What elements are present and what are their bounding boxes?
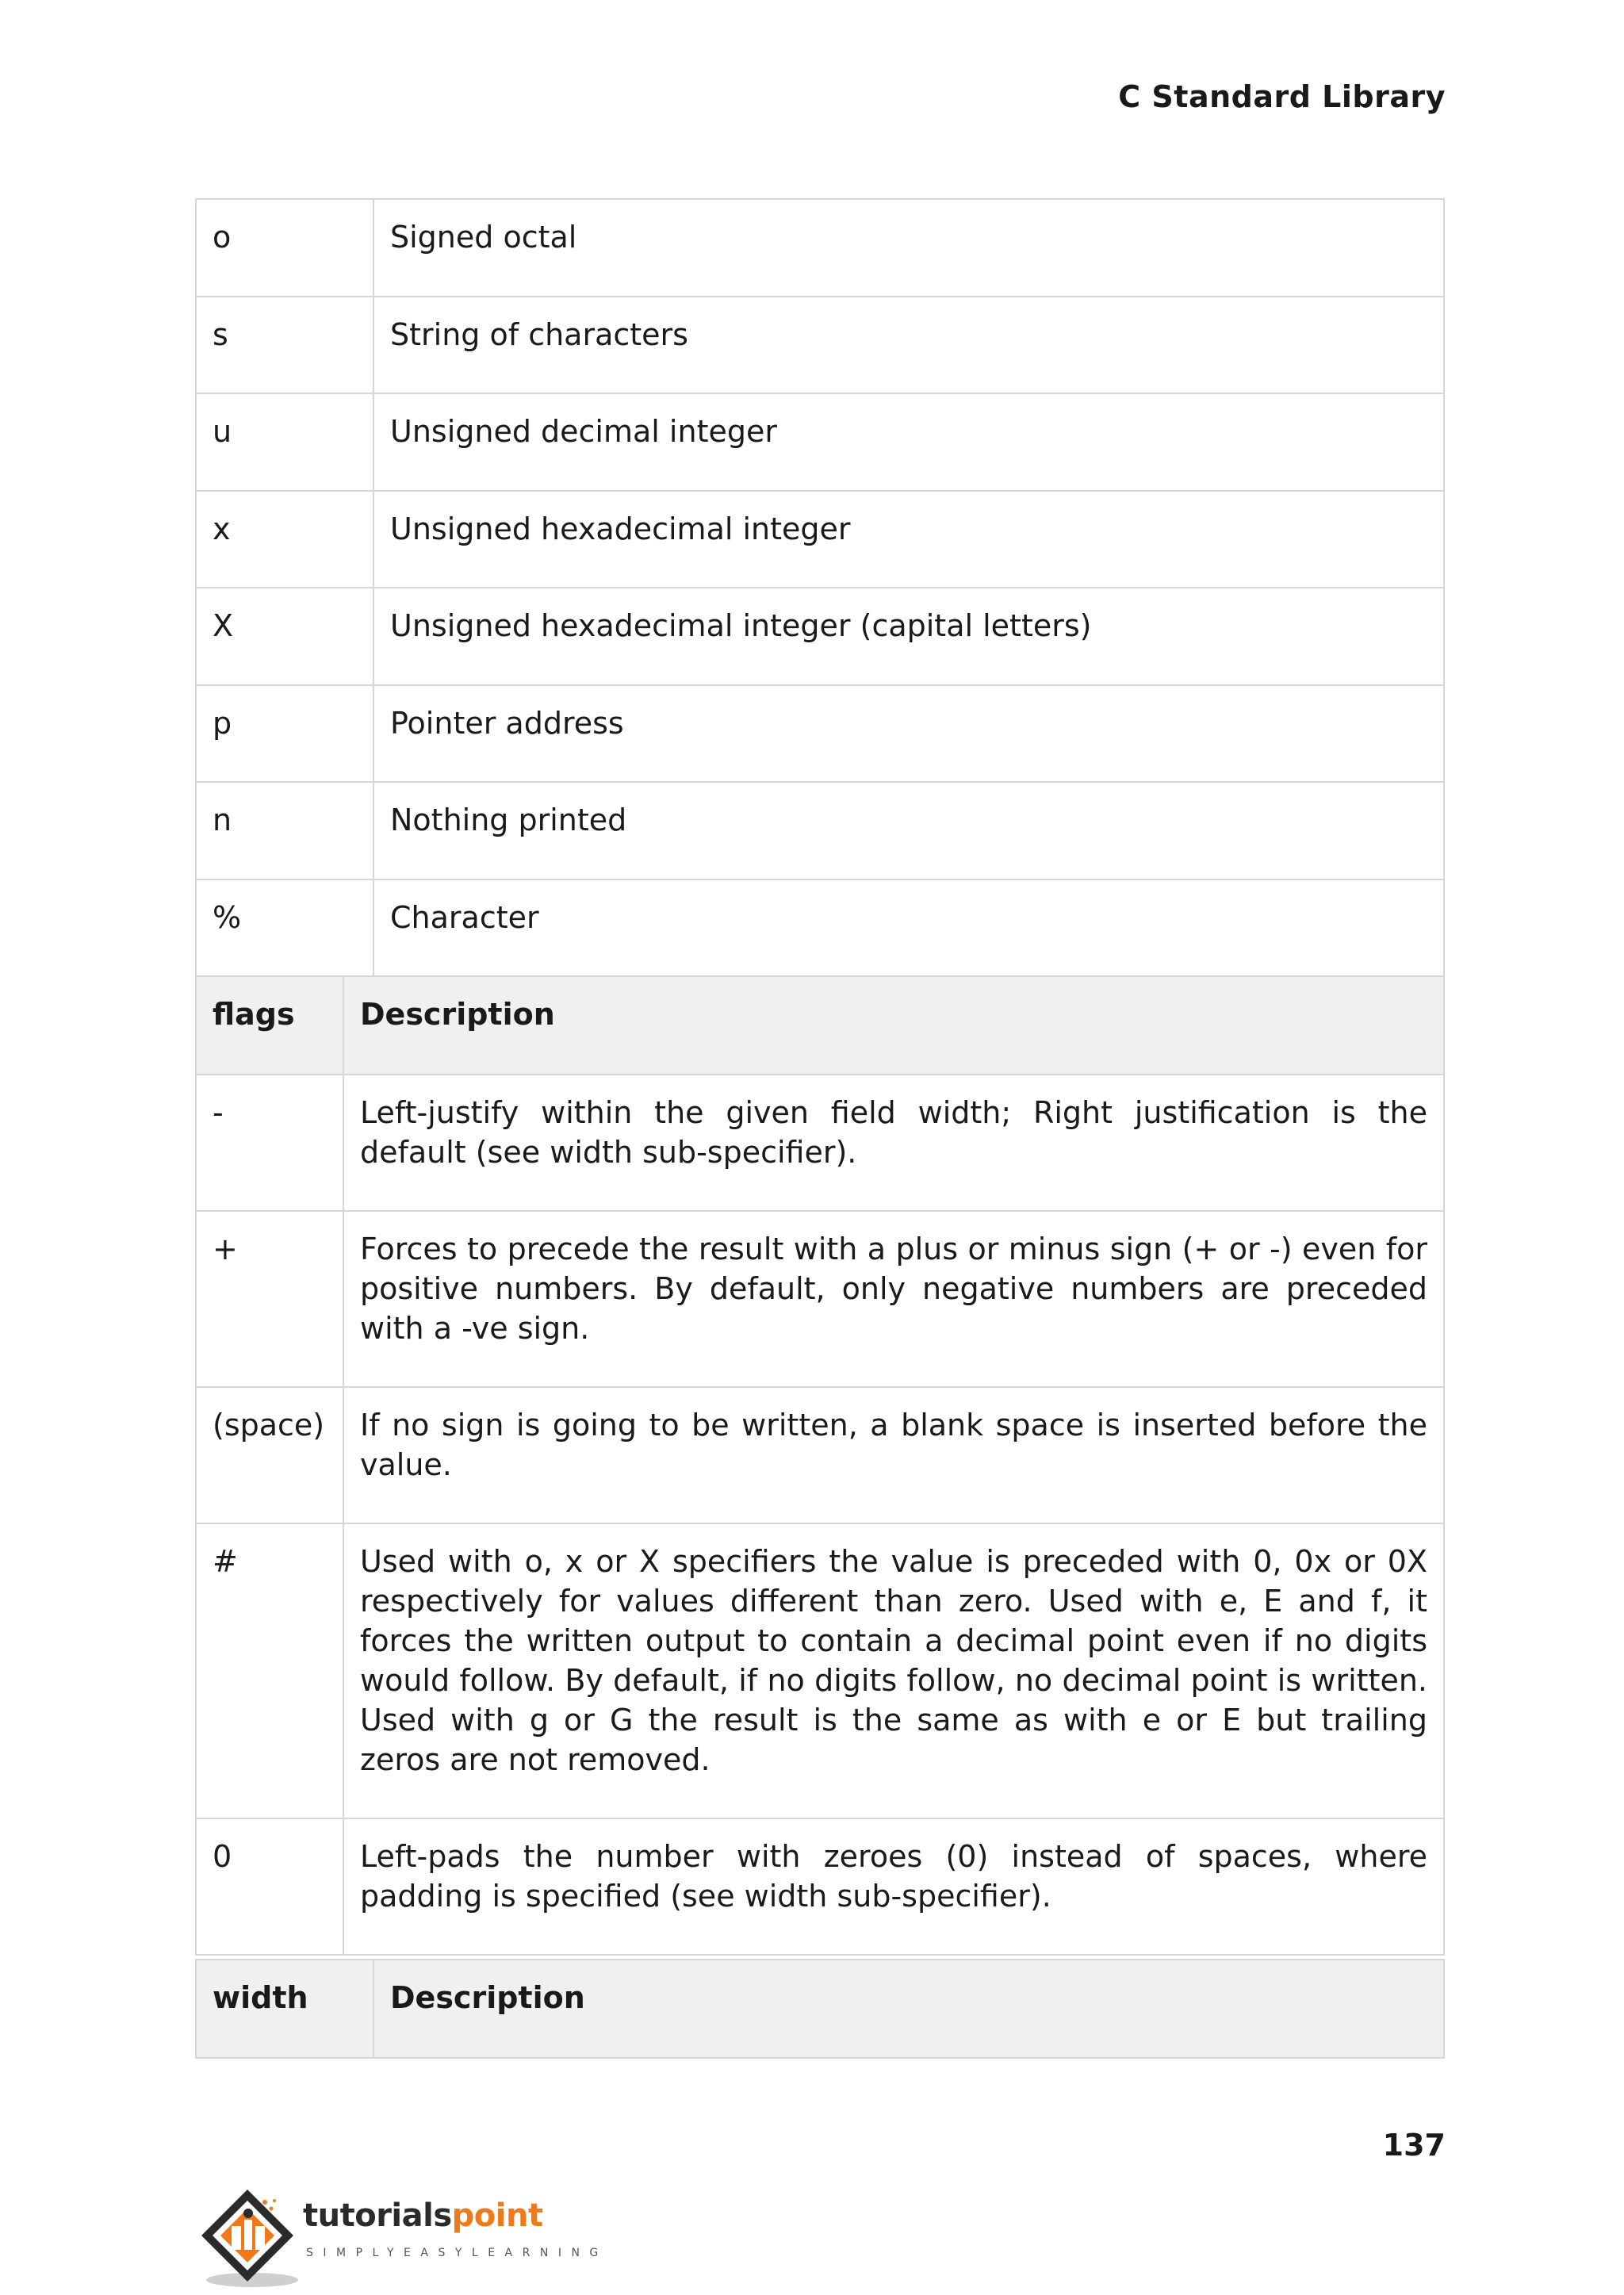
specifier-code: X	[196, 588, 373, 685]
flag-code: +	[196, 1211, 343, 1387]
table-row	[196, 1075, 1444, 1211]
logo-wordmark	[303, 2197, 543, 2234]
flags-column-header: flags	[196, 976, 343, 1075]
specifier-description: Signed octal	[373, 199, 1444, 297]
specifier-description: Unsigned hexadecimal integer	[373, 491, 1444, 588]
table-row	[196, 1387, 1444, 1523]
table-row	[196, 782, 1444, 879]
specifier-description: String of characters	[373, 297, 1444, 394]
specifier-code: %	[196, 879, 373, 977]
table-row	[196, 393, 1444, 491]
table-row	[196, 199, 1444, 297]
flag-code: -	[196, 1075, 343, 1211]
specifier-description: Nothing printed	[373, 782, 1444, 879]
table-row	[196, 588, 1444, 685]
table-row	[196, 685, 1444, 783]
running-header: C Standard Library	[1118, 79, 1446, 114]
flag-code: (space)	[196, 1387, 343, 1523]
logo-emblem-icon	[198, 2185, 301, 2292]
specifier-code: u	[196, 393, 373, 491]
table-row	[196, 1523, 1444, 1818]
flag-description: Left-justify within the given field width; Right justification is the default (see width sub-specifier).	[343, 1075, 1444, 1211]
specifier-code: n	[196, 782, 373, 879]
description-column-header: Description	[373, 1960, 1444, 2058]
table-row	[196, 879, 1444, 977]
specifier-code: p	[196, 685, 373, 783]
flag-description: Forces to precede the result with a plus or minus sign (+ or -) even for positive numbers. By default, only negative numbers are preceded with a -ve sign.	[343, 1211, 1444, 1387]
table-row	[196, 1211, 1444, 1387]
specifier-description: Pointer address	[373, 685, 1444, 783]
specifier-code: o	[196, 199, 373, 297]
flag-description: If no sign is going to be written, a blank space is inserted before the value.	[343, 1387, 1444, 1523]
flag-code: 0	[196, 1818, 343, 1955]
logo-word-point: point	[451, 2197, 543, 2234]
table-row	[196, 491, 1444, 588]
flag-description: Used with o, x or X specifiers the value is preceded with 0, 0x or 0X respectively for values different than zero. Used with e, E and f, it forces the written output to contain a decimal point even if no digits would follow. By default, if no digits follow, no decimal point is written. Used with g or G the result is the same as with e or E but trailing zeros are not removed.	[343, 1523, 1444, 1818]
table-row	[196, 1818, 1444, 1955]
table-header-row	[196, 976, 1444, 1075]
page-number: 137	[1382, 2128, 1446, 2163]
specifiers-table	[195, 198, 1445, 977]
table-header-row	[196, 1960, 1444, 2058]
width-column-header: width	[196, 1960, 373, 2058]
flags-table	[195, 975, 1445, 1956]
specifier-description: Character	[373, 879, 1444, 977]
description-column-header: Description	[343, 976, 1444, 1075]
specifier-code: s	[196, 297, 373, 394]
logo-tagline: SIMPLYEASYLEARNING	[306, 2247, 608, 2259]
specifier-code: x	[196, 491, 373, 588]
logo-word-tutorials: tutorials	[303, 2197, 452, 2234]
specifier-description: Unsigned hexadecimal integer (capital letters)	[373, 588, 1444, 685]
tutorialspoint-logo	[198, 2185, 608, 2292]
flag-description: Left-pads the number with zeroes (0) instead of spaces, where padding is specified (see width sub-specifier).	[343, 1818, 1444, 1955]
flag-code: #	[196, 1523, 343, 1818]
width-table	[195, 1959, 1445, 2059]
specifier-description: Unsigned decimal integer	[373, 393, 1444, 491]
table-row	[196, 297, 1444, 394]
